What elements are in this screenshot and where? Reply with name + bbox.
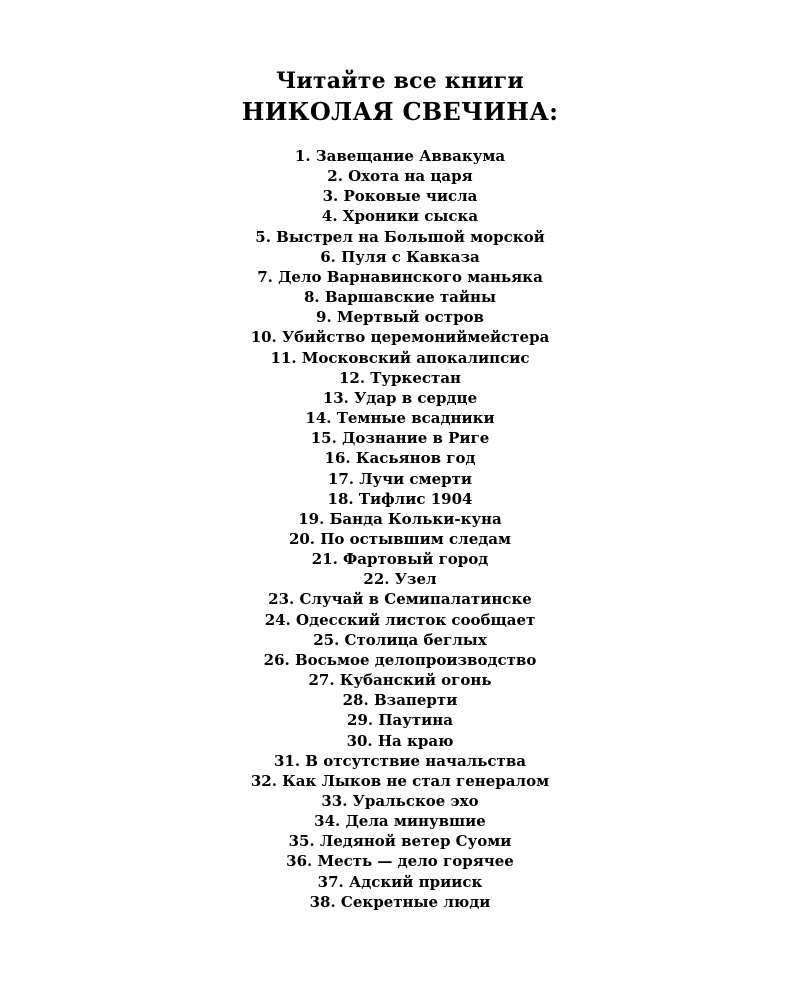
book-list-item: 31. В отсутствие начальства [273, 751, 526, 770]
book-list-item: 7. Дело Варнавинского маньяка [257, 267, 543, 286]
book-list-item: 23. Случай в Семипалатинске [268, 590, 532, 609]
book-list-item: 10. Убийство церемониймейстера [250, 328, 550, 347]
book-list-item: 34. Дела минувшие [314, 812, 486, 831]
book-list-item: 36. Месть — дело горячее [286, 852, 514, 871]
book-list-item: 16. Касьянов год [324, 449, 476, 468]
book-list-item: 14. Темные всадники [305, 409, 495, 428]
book-list-item: 9. Мертвый остров [316, 308, 484, 327]
book-list-item: 19. Банда Кольки-куна [298, 509, 502, 528]
book-list-item: 5. Выстрел на Большой морской [255, 227, 545, 246]
book-list-item: 21. Фартовый город [311, 550, 489, 569]
book-list-item: 35. Ледяной ветер Суоми [288, 832, 512, 851]
book-list-item: 26. Восьмое делопроизводство [263, 650, 537, 669]
book-list-item: 24. Одесский листок сообщает [264, 610, 536, 629]
heading-line2: НИКОЛАЯ СВЕЧИНА: [241, 97, 559, 126]
book-list-item: 15. Дознание в Риге [310, 429, 490, 448]
book-list-item: 27. Кубанский огонь [308, 671, 492, 690]
book-list-item: 38. Секретные люди [309, 892, 491, 911]
book-list-item: 25. Столица беглых [313, 630, 487, 649]
book-list-item: 6. Пуля с Кавказа [320, 247, 480, 266]
book-list-item: 3. Роковые числа [322, 187, 478, 206]
book-list-item: 18. Тифлис 1904 [327, 489, 473, 508]
book-list-item: 11. Московский апокалипсис [270, 348, 530, 367]
book-list-item: 2. Охота на царя [327, 167, 473, 186]
book-list-item: 13. Удар в сердце [322, 388, 478, 407]
book-list-item: 33. Уральское эхо [321, 792, 479, 810]
book-list-item: 1. Завещание Аввакума [294, 147, 506, 165]
book-list-item: 30. На краю [346, 731, 454, 750]
book-list [0, 146, 800, 912]
book-list-item: 29. Паутина [347, 711, 453, 730]
book-list-item: 22. Узел [363, 570, 437, 589]
heading-line1: Читайте все книги [276, 68, 524, 94]
book-list-item: 20. По остывшим следам [288, 529, 512, 548]
book-list-item: 17. Лучи смерти [327, 469, 473, 488]
book-list-item: 12. Туркестан [338, 368, 462, 387]
book-list-item: 28. Взаперти [342, 691, 458, 710]
book-list-item: 32. Как Лыков не стал генералом [250, 771, 550, 790]
book-list-item: 37. Адский прииск [317, 872, 483, 891]
book-list-item: 8. Варшавские тайны [303, 288, 497, 307]
book-list-item: 4. Хроники сыска [321, 207, 479, 226]
